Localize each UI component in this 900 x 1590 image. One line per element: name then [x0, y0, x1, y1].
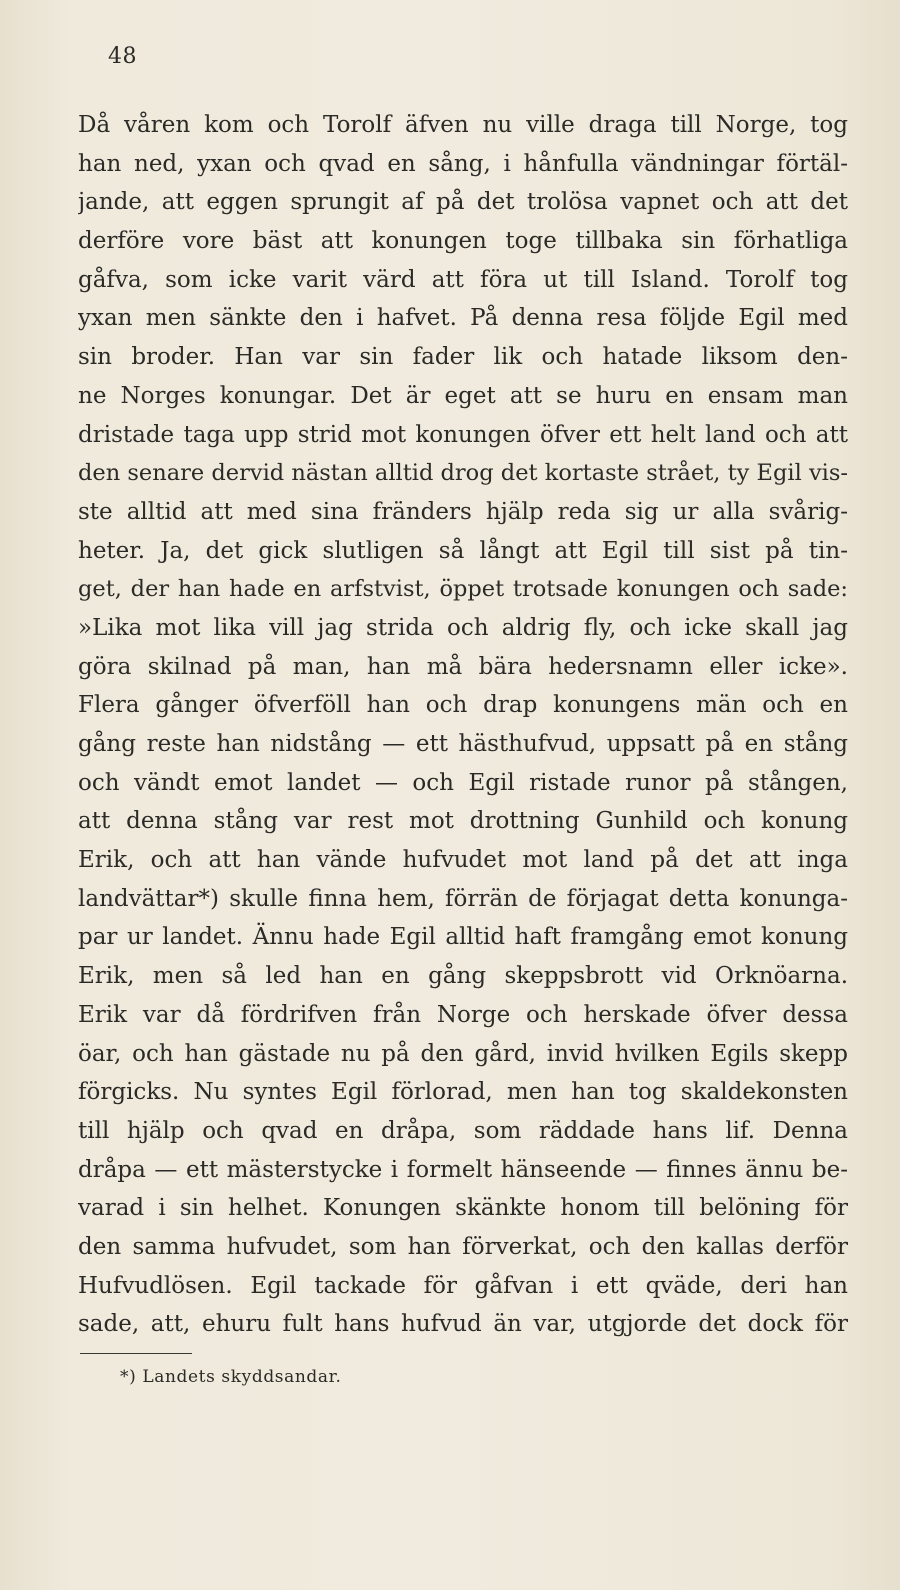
text-line: Erik var då fördrifven från Norge och herskade öfver dessa	[78, 1001, 848, 1028]
text-line: gåfva, som icke varit värd att föra ut till Island. Torolf tog	[78, 266, 848, 293]
text-line: par ur landet. Ännu hade Egil alltid haft framgång emot konung	[78, 924, 848, 951]
text-line: Erik, och att han vände hufvudet mot land på det att inga	[78, 847, 848, 874]
text-line: och vändt emot landet — och Egil ristade runor på stången,	[78, 769, 848, 796]
text-line: Erik, men så led han en gång skeppsbrott vid Orknöarna.	[78, 963, 848, 990]
text-line: den senare dervid nästan alltid drog det kortaste strået, ty Egil vis-	[78, 460, 848, 487]
text-line: »Lika mot lika vill jag strida och aldrig fly, och icke skall jag	[78, 614, 848, 641]
text-line: han ned, yxan och qvad en sång, i hånfulla vändningar förtäl-	[78, 150, 848, 177]
text-line: sade, att, ehuru fult hans hufvud än var, utgjorde det dock för	[78, 1311, 848, 1338]
text-line: Hufvudlösen. Egil tackade för gåfvan i ett qväde, deri han	[78, 1272, 848, 1299]
text-line: förgicks. Nu syntes Egil förlorad, men han tog skaldekonsten	[78, 1079, 848, 1106]
text-line: den samma hufvudet, som han förverkat, och den kallas derför	[78, 1233, 848, 1260]
footnote: *) Landets skyddsandar.	[120, 1367, 342, 1387]
text-line: till hjälp och qvad en dråpa, som räddade hans lif. Denna	[78, 1117, 848, 1144]
text-line: gång reste han nidstång — ett hästhufvud, uppsatt på en stång	[78, 731, 848, 757]
text-line: heter. Ja, det gick slutligen så långt att Egil till sist på tin-	[78, 537, 848, 564]
text-line: get, der han hade en arfstvist, öppet trotsade konungen och sade:	[78, 576, 848, 603]
text-line: derföre vore bäst att konungen toge tillbaka sin förhatliga	[78, 228, 848, 255]
text-line: öar, och han gästade nu på den gård, invid hvilken Egils skepp	[78, 1040, 848, 1067]
text-line: att denna stång var rest mot drottning Gunhild och konung	[78, 808, 848, 835]
text-line: varad i sin helhet. Konungen skänkte honom till belöning för	[78, 1195, 848, 1222]
body-text	[78, 106, 848, 1344]
text-line: Då våren kom och Torolf äfven nu ville draga till Norge, tog	[78, 112, 848, 138]
text-line: sin broder. Han var sin fader lik och hatade liksom den-	[78, 344, 848, 371]
text-line: Flera gånger öfverföll han och drap konungens män och en	[78, 692, 848, 719]
text-line: landvättar*) skulle finna hem, förrän de förjagat detta konunga-	[78, 885, 848, 912]
text-line: ste alltid att med sina fränders hjälp reda sig ur alla svårig-	[78, 498, 848, 525]
footnote-divider	[80, 1353, 192, 1354]
text-line: yxan men sänkte den i hafvet. På denna resa följde Egil med	[78, 305, 848, 332]
text-line: dristade taga upp strid mot konungen öfver ett helt land och att	[78, 421, 848, 448]
text-line: ne Norges konungar. Det är eget att se huru en ensam man	[78, 382, 848, 409]
page-number: 48	[108, 44, 137, 69]
text-line: göra skilnad på man, han må bära hedersnamn eller icke».	[78, 653, 848, 680]
text-line: dråpa — ett mästerstycke i formelt hänseende — finnes ännu be-	[78, 1156, 848, 1183]
text-line: jande, att eggen sprungit af på det trolösa vapnet och att det	[78, 189, 848, 216]
